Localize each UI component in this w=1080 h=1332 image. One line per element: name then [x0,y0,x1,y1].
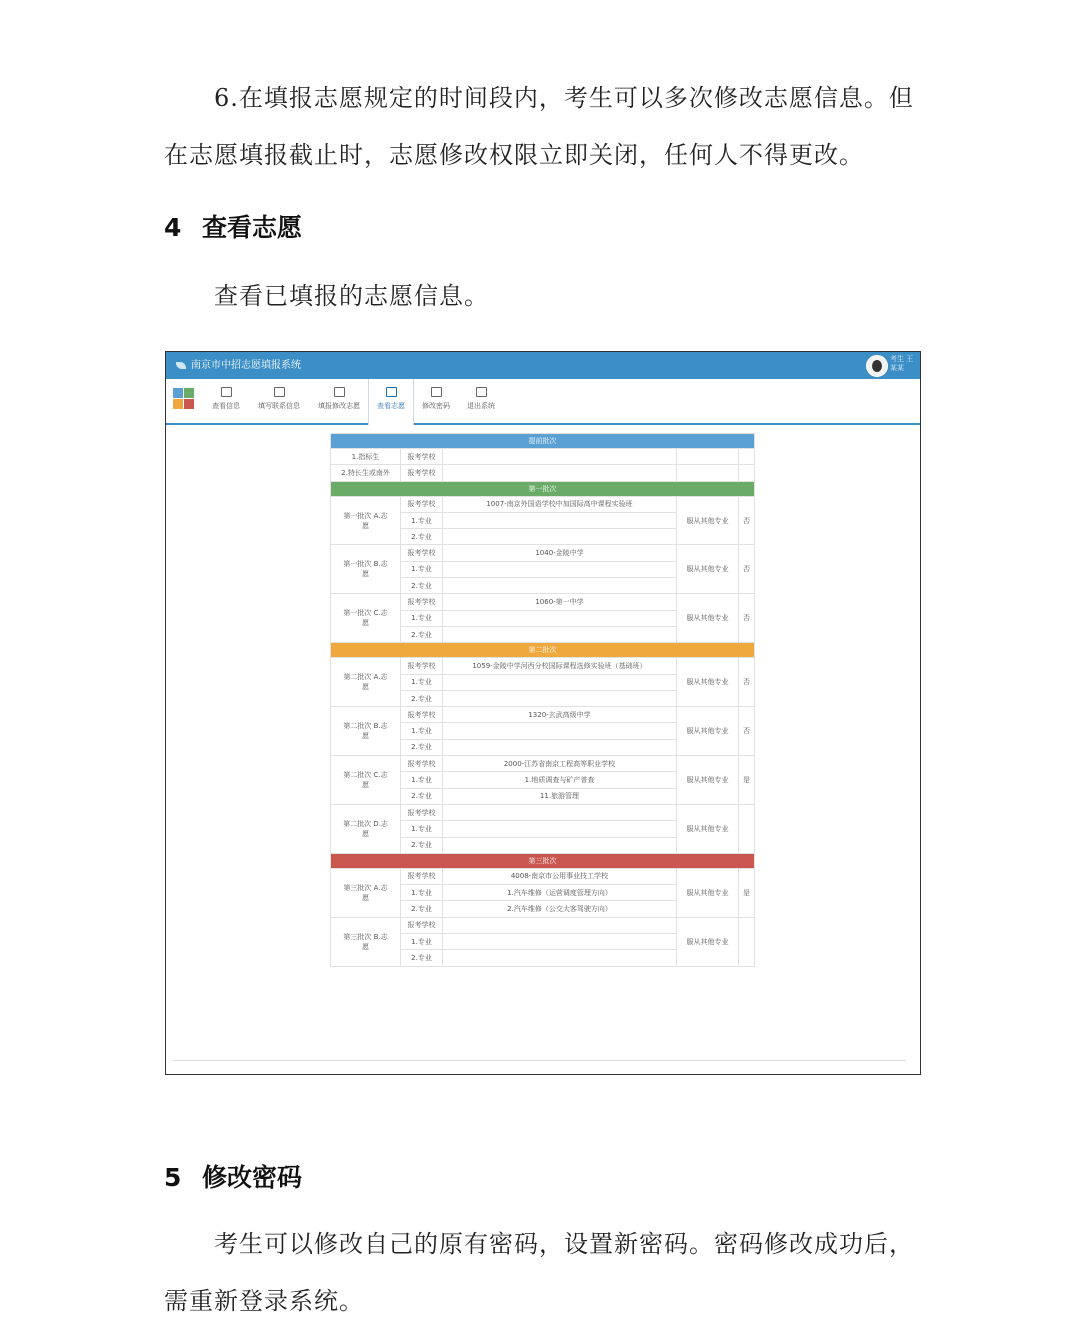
batch-header: 第一批次 [331,481,755,496]
volunteer-name: 第二批次 D.志愿 [331,804,401,853]
obey-value [677,465,739,481]
major-value [443,837,677,853]
school-value: 4008-南京市公用事业技工学校 [443,868,677,884]
section-title: 修改密码 [202,1163,303,1192]
field-label: 1.专业 [401,821,443,837]
section-heading-change-password [164,1158,302,1194]
table-row [331,496,755,512]
table-row [331,594,755,610]
obey-value: 服从其他专业 [677,496,739,545]
batch-header: 第三批次 [331,853,755,868]
school-value: 1059-金陵中学河西分校国际课程选修实验班（基础班） [443,658,677,674]
field-label: 1.专业 [401,772,443,788]
field-label: 报考学校 [401,465,443,481]
school-value [443,917,677,933]
paragraph-view-volunteer: 查看已填报的志愿信息。 [214,282,489,310]
field-label: 2.专业 [401,739,443,755]
field-label: 2.专业 [401,578,443,594]
menu-item-0[interactable] [204,379,248,423]
school-value: 1040-金陵中学 [443,545,677,561]
volunteer-name: 第三批次 A.志愿 [331,868,401,917]
menu-item-label: 填报修改志愿 [318,402,360,410]
table-row [331,804,755,820]
table-row [331,868,755,884]
obey-value [677,449,739,465]
yn-value: 否 [739,707,755,756]
volunteer-name: 第一批次 C.志愿 [331,594,401,643]
obey-value: 服从其他专业 [677,917,739,966]
field-label: 报考学校 [401,545,443,561]
table-row [331,465,755,481]
section-title: 查看志愿 [202,213,303,242]
major-value [443,690,677,706]
volunteer-name: 第二批次 C.志愿 [331,756,401,805]
field-label: 报考学校 [401,594,443,610]
paragraph-modify-rule: 6.在填报志愿规定的时间段内，考生可以多次修改志愿信息。但在志愿填报截止时，志愿修改权限立即关闭，任何人不得更改。 [164,84,914,169]
field-label: 2.专业 [401,529,443,545]
yn-value: 否 [739,594,755,643]
section-number: 5 [164,1163,182,1192]
major-value [443,950,677,966]
table-row [331,658,755,674]
table-row [331,917,755,933]
menu-item-5[interactable] [463,379,499,423]
app-header [166,352,920,379]
major-value [443,578,677,594]
yn-value: 是 [739,756,755,805]
field-label: 2.专业 [401,901,443,917]
major-value [443,674,677,690]
field-label: 报考学校 [401,868,443,884]
major-value: 1.汽车维修（运营调度管理方向） [443,885,677,901]
obey-value: 服从其他专业 [677,707,739,756]
yn-value [739,804,755,853]
volunteer-name: 第一批次 B.志愿 [331,545,401,594]
volunteer-name: 第二批次 B.志愿 [331,707,401,756]
field-label: 2.专业 [401,690,443,706]
volunteer-name: 2.特长生或南外 [331,465,401,481]
field-label: 报考学校 [401,496,443,512]
yn-value: 是 [739,868,755,917]
paragraph-change-password: 考生可以修改自己的原有密码，设置新密码。密码修改成功后，需重新登录系统。 [164,1230,914,1315]
field-label: 1.专业 [401,512,443,528]
field-label: 2.专业 [401,950,443,966]
major-value [443,529,677,545]
volunteer-table [330,433,755,967]
major-value [443,821,677,837]
table-row [331,545,755,561]
yn-value: 否 [739,658,755,707]
calendar-icon [476,387,487,397]
school-value [443,449,677,465]
field-label: 1.专业 [401,674,443,690]
obey-value: 服从其他专业 [677,594,739,643]
field-label: 2.专业 [401,837,443,853]
major-value [443,610,677,626]
avatar[interactable] [866,355,888,377]
obey-value: 服从其他专业 [677,868,739,917]
volunteer-name: 第一批次 A.志愿 [331,496,401,545]
field-label: 2.专业 [401,788,443,804]
list-icon [334,387,345,397]
field-label: 报考学校 [401,804,443,820]
field-label: 报考学校 [401,658,443,674]
major-value [443,626,677,642]
edit-icon [386,387,397,397]
school-value: 1060-第一中学 [443,594,677,610]
field-label: 1.专业 [401,561,443,577]
obey-value: 服从其他专业 [677,756,739,805]
field-label: 1.专业 [401,934,443,950]
major-value [443,723,677,739]
yn-value: 否 [739,496,755,545]
menu-item-label: 退出系统 [467,402,495,410]
volunteer-name: 1.指标生 [331,449,401,465]
batch-header-pre: 提前批次 [331,434,755,449]
volunteer-name: 第二批次 A.志愿 [331,658,401,707]
obey-value: 服从其他专业 [677,804,739,853]
field-label: 1.专业 [401,723,443,739]
keyboard-icon [431,387,442,397]
major-value [443,739,677,755]
school-value: 1007-南京外国语学校中加国际高中课程实验班 [443,496,677,512]
field-label: 报考学校 [401,917,443,933]
menu-item-2[interactable] [312,379,366,423]
major-value: 11.旅游管理 [443,788,677,804]
app-tiles-icon[interactable] [173,388,195,410]
menu-item-1[interactable] [252,379,306,423]
major-value [443,512,677,528]
menu-item-label: 查看信息 [212,402,240,410]
yn-value [739,465,755,481]
major-value [443,561,677,577]
obey-value: 服从其他专业 [677,658,739,707]
obey-value: 服从其他专业 [677,545,739,594]
school-value [443,804,677,820]
major-value: 2.汽车维修（公交大客驾驶方向） [443,901,677,917]
section-number: 4 [164,213,182,242]
school-value: 1320-玄武高级中学 [443,707,677,723]
school-value [443,465,677,481]
monitor-icon [274,387,285,397]
field-label: 1.专业 [401,885,443,901]
menu-item-3[interactable] [368,379,414,425]
field-label: 报考学校 [401,756,443,772]
table-row [331,449,755,465]
major-value: 1.地质调查与矿产普查 [443,772,677,788]
yn-value [739,449,755,465]
menu-item-label: 查看志愿 [377,402,405,410]
field-label: 报考学校 [401,449,443,465]
yn-value [739,917,755,966]
leaf-logo-icon [176,362,186,369]
table-row [331,707,755,723]
menu-bar [166,379,920,425]
divider [172,1060,906,1061]
menu-item-label: 修改密码 [422,402,450,410]
field-label: 1.专业 [401,610,443,626]
user-name: 考生 王某某 [890,355,914,372]
yn-value: 否 [739,545,755,594]
school-value: 2000-江苏省南京工程高等职业学校 [443,756,677,772]
menu-item-4[interactable] [418,379,454,423]
app-title: 南京市中招志愿填报系统 [191,360,301,371]
screenshot-view-volunteer [165,351,921,1075]
field-label: 报考学校 [401,707,443,723]
table-row [331,756,755,772]
major-value [443,934,677,950]
section-heading-view-volunteer [164,208,302,244]
dashboard-icon [221,387,232,397]
volunteer-name: 第三批次 B.志愿 [331,917,401,966]
menu-item-label: 填写联系信息 [258,402,300,410]
field-label: 2.专业 [401,626,443,642]
batch-header: 第二批次 [331,643,755,658]
